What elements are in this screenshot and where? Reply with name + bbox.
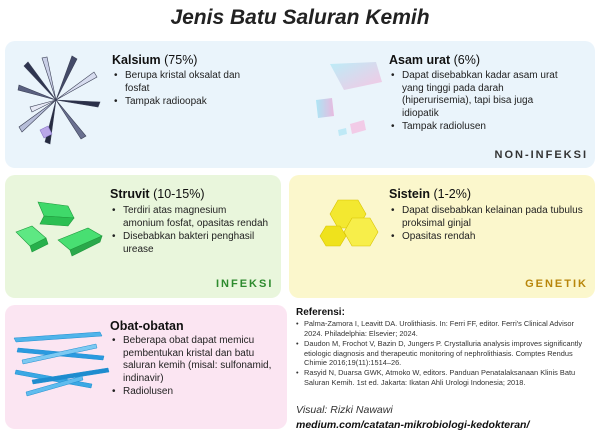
uric-acid-crystal-illustration <box>310 60 385 142</box>
struvit-bullets <box>112 205 270 257</box>
asam-urat-name: Asam urat <box>389 53 451 67</box>
obat-bullet: • Radiolusen <box>112 386 284 399</box>
reference-item: • Palma-Zamora I, Leavitt DA. Urolithiasis. In: Ferri FF, editor. Ferri's Clinical Advisor 2024. Philadelphia: Elsevier; 2024. <box>296 319 594 338</box>
cystine-crystal-illustration <box>316 196 384 258</box>
calcium-crystal-illustration <box>12 52 104 148</box>
kalsium-pct: (75%) <box>164 53 198 67</box>
struvit-pct: (10-15%) <box>153 187 205 201</box>
reference-item: • Daudon M, Frochot V, Bazin D, Jungers P. Crystalluria analysis improves significantly etiologic diagnosis and therapeutic monitoring of nephrolithiasis. Comptes Rendus Chimie 2016;19(11):1514–26. <box>296 339 594 367</box>
sistein-title <box>389 187 471 201</box>
struvite-crystal-illustration <box>10 196 110 266</box>
sistein-bullets <box>391 205 591 245</box>
references <box>296 308 594 388</box>
infeksi-tag: INFEKSI <box>216 278 274 290</box>
credit-url[interactable]: medium.com/catatan-mikrobiologi-kedokteran/ <box>296 419 530 431</box>
asam-urat-bullet: • Dapat disebabkan kadar asam urat yang tinggi pada darah (hiperurisemia), tapi bisa juga idiopatik <box>391 70 566 120</box>
kalsium-bullet: • Berupa kristal oksalat dan fosfat <box>114 70 264 95</box>
kalsium-bullets <box>114 70 264 110</box>
kalsium-bullet: • Tampak radioopak <box>114 96 264 109</box>
references-heading: Referensi: <box>296 307 345 318</box>
obat-name: Obat-obatan <box>110 319 184 333</box>
asam-urat-pct: (6%) <box>453 53 481 67</box>
asam-urat-bullets <box>391 70 566 135</box>
non-infeksi-tag: NON-INFEKSI <box>494 149 588 161</box>
struvit-name: Struvit <box>110 187 150 201</box>
struvit-bullet: • Terdiri atas magnesium amonium fosfat, opasitas rendah <box>112 205 270 230</box>
asam-urat-title <box>389 53 480 67</box>
sistein-bullet: • Opasitas rendah <box>391 231 591 244</box>
struvit-title <box>110 187 205 201</box>
sistein-pct: (1-2%) <box>433 187 471 201</box>
reference-item: • Rasyid N, Duarsa GWK, Atmoko W, editors. Panduan Penatalaksanaan Klinis Batu Saluran Kemih. 1st ed. Jakarta: Ikatan Ahli Urologi Indonesia; 2018. <box>296 368 594 387</box>
sistein-name: Sistein <box>389 187 430 201</box>
obat-bullet: • Beberapa obat dapat memicu pembentukan kristal dan batu saluran kemih (misal: sulfonamid, indinavir) <box>112 335 284 385</box>
asam-urat-bullet: • Tampak radiolusen <box>391 121 566 134</box>
visual-credit: Visual: Rizki Nawawi <box>296 404 393 416</box>
sistein-bullet: • Dapat disebabkan kelainan pada tubulus proksimal ginjal <box>391 205 591 230</box>
obat-bullets <box>112 335 284 400</box>
page-title: Jenis Batu Saluran Kemih <box>170 6 430 29</box>
struvit-bullet: • Disebabkan bakteri penghasil urease <box>112 231 270 256</box>
genetik-tag: GENETIK <box>525 278 588 290</box>
kalsium-title <box>112 53 197 67</box>
obat-title <box>110 319 184 333</box>
drug-crystal-illustration <box>12 322 112 402</box>
kalsium-name: Kalsium <box>112 53 161 67</box>
